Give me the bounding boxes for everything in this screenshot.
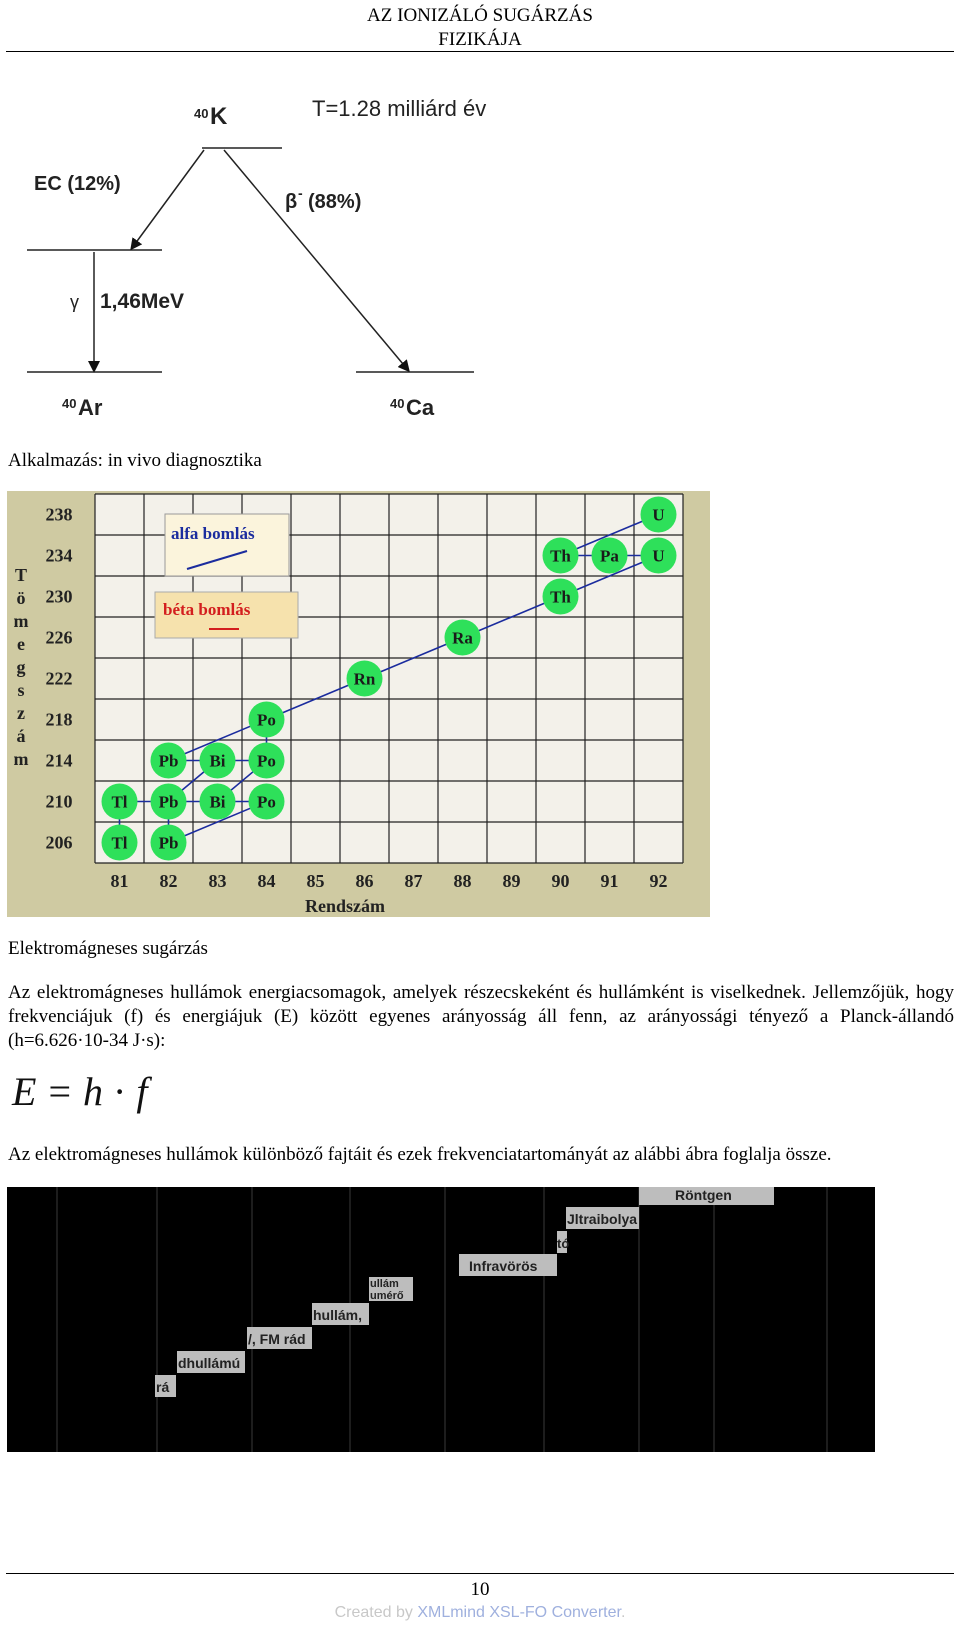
gamma-symbol: γ [70,292,79,312]
x-tick-label: 82 [159,871,178,891]
y-title-letter: á [16,726,26,746]
spectrum-band-uv [566,1207,639,1229]
beta-superscript: - [298,185,303,201]
nuclide-label: Bi [209,751,226,771]
planck-formula [12,1068,147,1116]
spectrum-label-2: dhullámú [178,1355,241,1371]
nuclide-u [641,538,677,574]
nuclide-label: Po [257,751,276,771]
x-tick-label: 87 [404,871,423,891]
nuclide-pb [151,784,187,820]
x-tick-label: 90 [551,871,570,891]
beta-symbol: β [285,191,298,213]
nuclide-tl [102,825,138,861]
y-title-letter: e [17,634,25,654]
x-tick-label: 84 [257,871,276,891]
y-tick-label: 218 [45,709,73,730]
y-tick-label: 226 [45,627,73,648]
footer-rule [6,1573,954,1574]
spectrum-label-uv: Jltraibolya [567,1211,638,1227]
paragraph-1: Az elektromágneses hullámok energiacsomagok, amelyek részecskeként és hullámként is viselkednek. Jellemzőjük, hogy frekvenciájuk (f) és energiájuk (E) között egyenes arányosság áll fenn, az arányossági tényező a Planck-állandó (h=6.626·10-34 J·s): [8,982,954,1051]
y-title-letter: z [17,703,25,723]
spectrum-band-1 [155,1375,176,1397]
ar-nuclide: Ar [78,395,103,420]
converter-credit [0,1604,960,1622]
nuclide-po [249,743,285,779]
nuclide-label: Po [257,792,276,812]
nuclide-bi [200,743,236,779]
nuclide-po [249,702,285,738]
y-tick-label: 238 [45,504,73,525]
spectrum-label-6: umérő [370,1290,404,1302]
nuclide-label: Po [257,710,276,730]
ca-mass: 40 [390,396,405,411]
formula-h: h [83,1069,103,1114]
em-spectrum-figure [7,1187,875,1452]
page-number: 10 [470,1579,490,1600]
application-caption: Alkalmazás: in vivo diagnosztika [8,450,262,471]
spectrum-band-4 [312,1303,369,1325]
nuclide-u [641,497,677,533]
y-tick-label: 210 [45,791,73,812]
chart-legend [155,514,298,638]
y-tick-label: 214 [45,750,73,771]
spectrum-band-infrared [459,1254,557,1276]
legend-alpha-label: alfa bomlás [171,524,255,543]
x-tick-label: 88 [453,871,472,891]
y-tick-label: 230 [45,586,73,607]
spectrum-band-5 [369,1277,413,1302]
spectrum-label-visible: tó [557,1236,570,1251]
ar-mass: 40 [62,396,77,411]
legend-beta-label: béta bomlás [163,600,251,619]
nuclide-rn [347,661,383,697]
x-tick-label: 81 [110,871,129,891]
nuclide-label: Pb [158,751,179,771]
nuclide-th [543,579,579,615]
decay-scheme-figure [22,80,522,438]
nuclide-bi [200,784,236,820]
formula-equals: = [48,1069,71,1114]
formula-f: f [136,1069,148,1114]
header-line-1: AZ IONIZÁLÓ SUGÁRZÁS [367,5,593,26]
spectrum-label-5: ullám [370,1278,399,1290]
nuclide-pa [592,538,628,574]
spectrum-label-4: hullám, [313,1307,363,1323]
nuclide-th [543,538,579,574]
nuclide-label: Tl [111,833,128,853]
formula-E: E [12,1069,37,1114]
nuclide-label: Th [550,546,571,566]
spectrum-band-3 [247,1327,312,1349]
y-title-letter: g [16,657,26,677]
x-tick-label: 86 [355,871,374,891]
section-title: Elektromágneses sugárzás [8,938,208,959]
spectrum-label-1: rá [156,1379,170,1395]
header-line-2: FIZIKÁJA [438,29,522,50]
nuclide-pb [151,743,187,779]
nuclide-po [249,784,285,820]
spectrum-label-infrared: Infravörös [469,1258,538,1274]
credit-brand-link[interactable]: XMLmind XSL-FO Converter [417,1604,621,1621]
header-rule [6,51,954,52]
spectrum-band-2 [177,1351,245,1373]
x-tick-label: 89 [502,871,521,891]
nuclide-label: Th [550,587,571,607]
nuclide-label: U [652,546,665,566]
parent-mass: 40 [194,106,209,121]
nuclide-pb [151,825,187,861]
nuclide-label: Ra [452,628,473,648]
x-tick-label: 91 [600,871,619,891]
formula-dot: · [113,1069,127,1114]
spectrum-label-xray: Röntgen [675,1187,732,1203]
spectrum-label-3: /, FM rád [248,1331,306,1347]
ca-nuclide: Ca [406,395,435,420]
spectrum-band-xray [639,1187,774,1205]
parent-nuclide: K [210,103,228,130]
y-title-letter: ö [16,588,26,608]
spectrum-background [7,1187,875,1452]
credit-suffix: . [620,1604,626,1621]
nuclide-ra [445,620,481,656]
x-tick-label: 85 [306,871,325,891]
halflife-label: T=1.28 milliárd év [312,96,487,121]
x-tick-label: 92 [649,871,668,891]
paragraph-2: Az elektromágneses hullámok különböző fajtáit és ezek frekvenciatartományát az alábbi ábra foglalja össze. [8,1144,832,1165]
y-tick-label: 222 [45,668,73,689]
y-tick-label: 206 [45,832,73,853]
nuclide-label: Pb [158,833,179,853]
nuclide-label: Tl [111,792,128,812]
nuclide-tl [102,784,138,820]
credit-prefix: Created by [334,1604,418,1621]
x-tick-label: 83 [208,871,227,891]
gamma-energy: 1,46MeV [100,290,185,313]
y-tick-label: 234 [45,545,73,566]
y-title-letter: s [17,680,25,700]
decay-chain-chart [7,491,710,917]
ec-label: EC (12%) [34,173,121,195]
chart-x-title: Rendszám [305,896,385,916]
nuclide-label: Pa [600,546,619,566]
y-title-letter: m [13,749,29,769]
nuclide-label: U [652,505,665,525]
y-title-letter: m [13,611,29,631]
nuclide-label: Bi [209,792,226,812]
beta-label: (88%) [308,191,362,213]
nuclide-label: Rn [353,669,376,689]
y-title-letter: T [14,565,28,585]
nuclide-label: Pb [158,792,179,812]
running-header [0,4,960,52]
